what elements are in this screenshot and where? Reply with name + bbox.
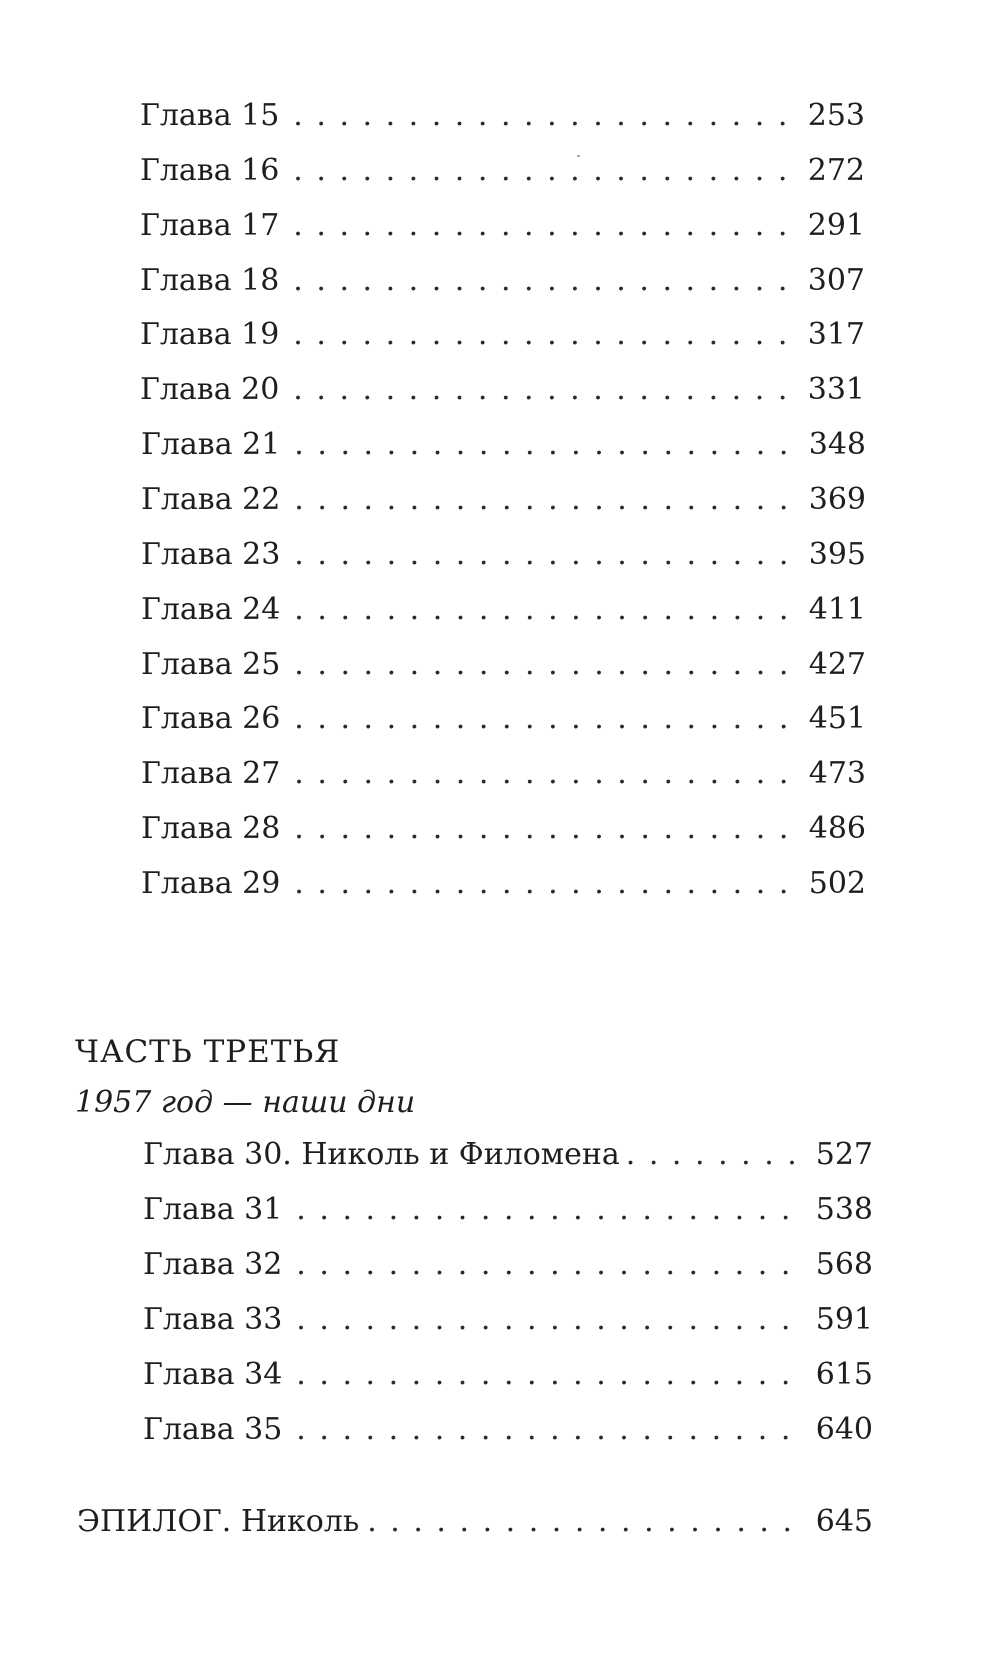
toc-entry-page-number: 640 xyxy=(815,1412,873,1447)
toc-entry-label: Глава 28 xyxy=(141,811,281,846)
toc-entry-chapter-22 xyxy=(141,478,866,522)
toc-entry-label: Глава 25 xyxy=(141,647,281,682)
toc-entry-chapter-19 xyxy=(140,313,865,357)
toc-entry-chapter-17 xyxy=(140,204,865,248)
toc-entry-chapter-34 xyxy=(143,1353,873,1397)
toc-entry-label: Глава 18 xyxy=(140,263,280,298)
toc-entry-label: Глава 22 xyxy=(141,482,281,517)
toc-entry-chapter-27 xyxy=(141,752,866,796)
toc-entry-label: Глава 15 xyxy=(140,98,280,133)
dot-leader xyxy=(294,423,794,467)
toc-entry-label: Глава 26 xyxy=(141,701,281,736)
toc-entry-chapter-33 xyxy=(143,1298,873,1342)
toc-entry-chapter-20 xyxy=(140,368,865,412)
toc-entry-page-number: 411 xyxy=(808,592,866,627)
dot-leader xyxy=(296,1298,801,1342)
toc-entry-page-number: 645 xyxy=(815,1504,873,1539)
toc-entry-page-number: 538 xyxy=(815,1192,873,1227)
dot-leader xyxy=(293,204,793,248)
toc-entry-epilogue xyxy=(77,1500,873,1544)
dot-leader xyxy=(294,862,794,906)
toc-entry-label: Глава 32 xyxy=(143,1247,283,1282)
dot-leader xyxy=(293,313,793,357)
toc-entry-page-number: 427 xyxy=(808,647,866,682)
toc-entry-page-number: 615 xyxy=(815,1357,873,1392)
toc-entry-label: Глава 17 xyxy=(140,208,280,243)
toc-entry-label: Глава 20 xyxy=(140,372,280,407)
toc-entry-page-number: 591 xyxy=(815,1302,873,1337)
toc-entry-page-number: 473 xyxy=(808,756,866,791)
dot-leader xyxy=(296,1243,801,1287)
toc-entry-page-number: 253 xyxy=(807,98,865,133)
dot-leader xyxy=(626,1133,802,1177)
dot-leader xyxy=(367,1500,802,1544)
toc-entry-page-number: 348 xyxy=(808,427,866,462)
toc-entry-page-number: 317 xyxy=(807,317,865,352)
dot-leader xyxy=(293,94,793,138)
toc-entry-chapter-31 xyxy=(143,1188,873,1232)
toc-entry-label: Глава 30. Николь и Филомена xyxy=(143,1137,620,1172)
dot-leader xyxy=(294,697,794,741)
toc-entry-label: Глава 29 xyxy=(141,866,281,901)
dot-leader xyxy=(296,1408,801,1452)
dot-leader xyxy=(296,1353,801,1397)
dot-leader xyxy=(294,643,794,687)
toc-entry-page-number: 369 xyxy=(808,482,866,517)
toc-entry-page-number: 527 xyxy=(815,1137,873,1172)
dot-leader xyxy=(296,1188,801,1232)
toc-entry-label: Глава 31 xyxy=(143,1192,283,1227)
toc-entry-chapter-28 xyxy=(141,807,866,851)
toc-entry-chapter-21 xyxy=(141,423,866,467)
toc-entry-chapter-32 xyxy=(143,1243,873,1287)
dot-leader xyxy=(293,149,793,193)
toc-entry-label: Глава 24 xyxy=(141,592,281,627)
toc-entry-chapter-18 xyxy=(140,259,865,303)
toc-entry-label: Глава 27 xyxy=(141,756,281,791)
toc-entry-page-number: 331 xyxy=(807,372,865,407)
dot-leader xyxy=(294,588,794,632)
toc-entry-label: Глава 33 xyxy=(143,1302,283,1337)
dot-leader xyxy=(293,368,793,412)
toc-entry-chapter-24 xyxy=(141,588,866,632)
toc-entry-page-number: 568 xyxy=(815,1247,873,1282)
toc-entry-chapter-15 xyxy=(140,94,865,138)
toc-entry-chapter-29 xyxy=(141,862,866,906)
dot-leader xyxy=(293,259,793,303)
toc-entry-page-number: 451 xyxy=(808,701,866,736)
toc-entry-chapter-35 xyxy=(143,1408,873,1452)
toc-entry-page-number: 307 xyxy=(807,263,865,298)
toc-entry-chapter-16 xyxy=(140,149,865,193)
toc-entry-page-number: 291 xyxy=(807,208,865,243)
dot-leader xyxy=(294,478,794,522)
toc-entry-page-number: 486 xyxy=(808,811,866,846)
dot-leader xyxy=(294,752,794,796)
toc-entry-label: Глава 34 xyxy=(143,1357,283,1392)
toc-entry-chapter-30 xyxy=(143,1133,873,1177)
dot-leader xyxy=(294,533,794,577)
toc-entry-label: Глава 19 xyxy=(140,317,280,352)
toc-entry-page-number: 272 xyxy=(807,153,865,188)
toc-entry-chapter-26 xyxy=(141,697,866,741)
part-three-heading: ЧАСТЬ ТРЕТЬЯ xyxy=(75,1034,341,1070)
part-three-subtitle: 1957 год — наши дни xyxy=(75,1085,416,1120)
dot-leader xyxy=(294,807,794,851)
toc-entry-label: Глава 21 xyxy=(141,427,281,462)
toc-entry-label: ЭПИЛОГ. Николь xyxy=(77,1504,360,1539)
toc-entry-label: Глава 16 xyxy=(140,153,280,188)
toc-entry-chapter-23 xyxy=(141,533,866,577)
toc-entry-chapter-25 xyxy=(141,643,866,687)
toc-entry-page-number: 502 xyxy=(808,866,866,901)
toc-entry-page-number: 395 xyxy=(808,537,866,572)
toc-entry-label: Глава 35 xyxy=(143,1412,283,1447)
toc-entry-label: Глава 23 xyxy=(141,537,281,572)
